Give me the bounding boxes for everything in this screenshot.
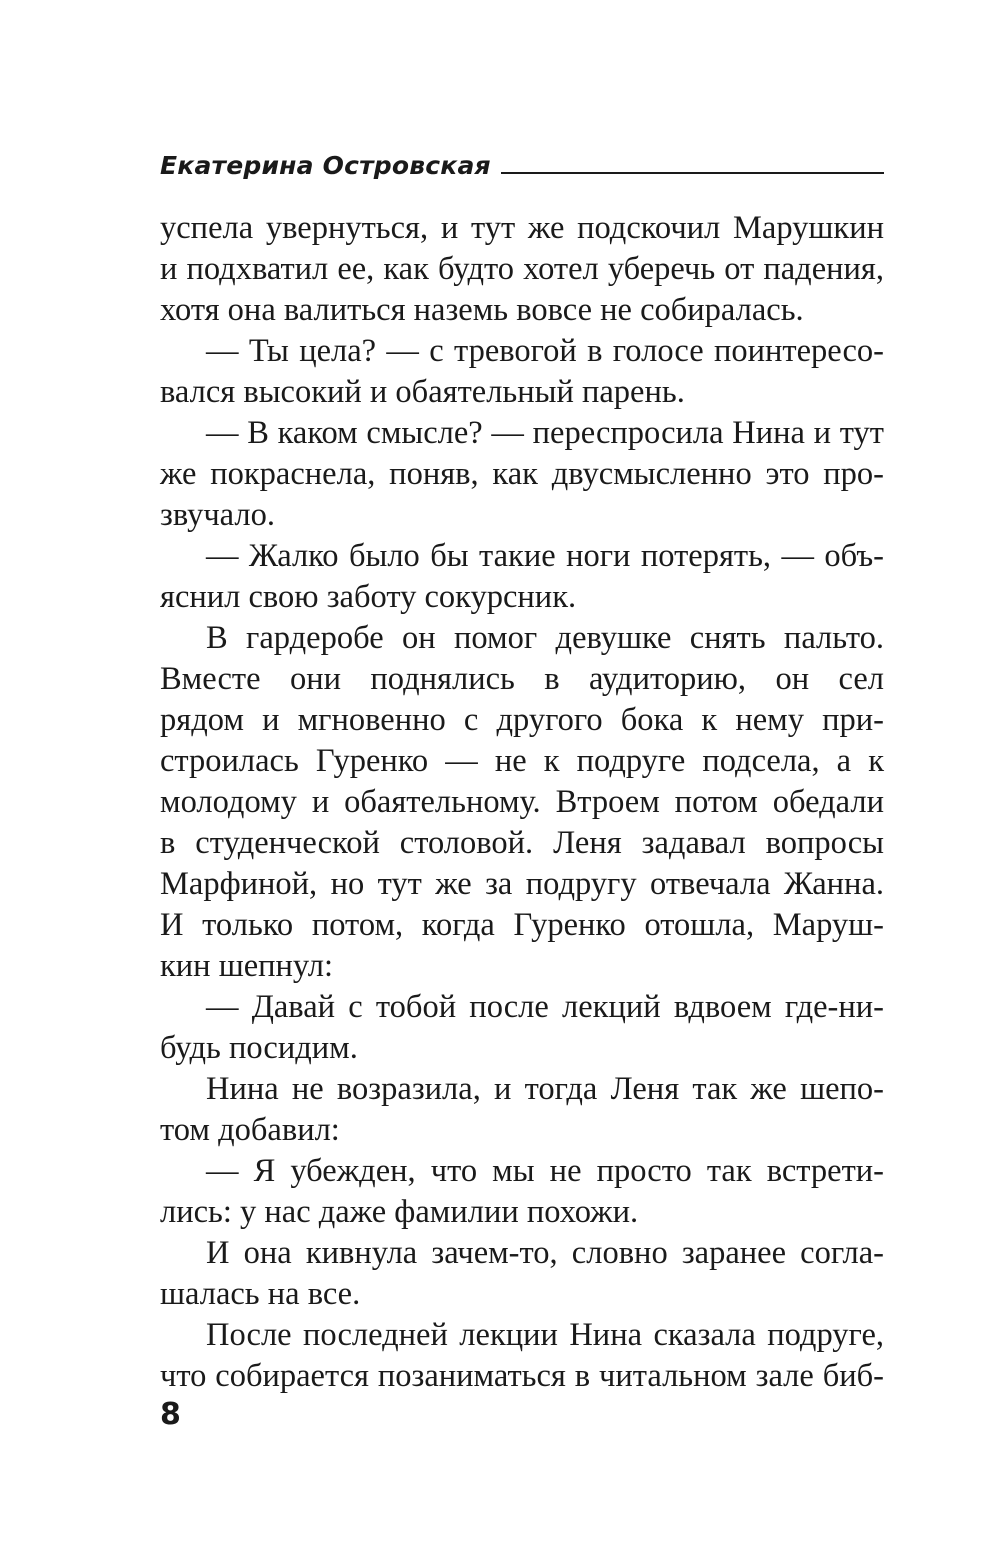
- text-line: строилась Гуренко — не к подруге подсела, а к: [160, 743, 884, 779]
- text-line: звучало.: [160, 497, 275, 533]
- text-line: кин шепнул:: [160, 948, 334, 984]
- text-line: лись: у нас даже фамилии похожи.: [160, 1194, 639, 1230]
- text-line: — Ты цела? — с тревогой в голосе поинтересо-: [206, 333, 884, 369]
- text-line: молодому и обаятельному. Втроем потом обедали: [160, 784, 884, 820]
- text-line: рядом и мгновенно с другого бока к нему при-: [160, 702, 884, 738]
- text-line: И она кивнула зачем-то, словно заранее согла-: [206, 1235, 884, 1271]
- body-text: [160, 208, 884, 1397]
- text-line: — Я убежден, что мы не просто так встрети-: [206, 1153, 884, 1189]
- author-name: Екатерина Островская: [160, 151, 491, 180]
- text-line: — Давай с тобой после лекций вдвоем где-ни-: [206, 989, 884, 1025]
- header-rule: [501, 172, 884, 174]
- text-line: В гардеробе он помог девушке снять пальто.: [206, 620, 884, 656]
- text-line: и подхватил ее, как будто хотел уберечь от падения,: [160, 251, 884, 287]
- text-line: что собирается позаниматься в читальном зале биб-: [160, 1358, 884, 1394]
- text-line: Вместе они поднялись в аудиторию, он сел: [160, 661, 884, 697]
- text-line: шалась на все.: [160, 1276, 361, 1312]
- text-line: в студенческой столовой. Леня задавал вопросы: [160, 825, 884, 861]
- text-line: будь посидим.: [160, 1030, 358, 1066]
- text-line: же покраснела, поняв, как двусмысленно это про-: [160, 456, 884, 492]
- text-line: яснил свою заботу сокурсник.: [160, 579, 577, 615]
- text-line: Марфиной, но тут же за подругу отвечала Жанна.: [160, 866, 884, 902]
- text-line: том добавил:: [160, 1112, 340, 1148]
- running-header: [160, 140, 884, 180]
- page-number: 8: [160, 1397, 181, 1432]
- text-line: вался высокий и обаятельный парень.: [160, 374, 685, 410]
- text-line: После последней лекции Нина сказала подруге,: [206, 1317, 884, 1353]
- text-line: — В каком смысле? — переспросила Нина и тут: [206, 415, 884, 451]
- text-line: хотя она валиться наземь вовсе не собиралась.: [160, 292, 804, 328]
- text-line: Нина не возразила, и тогда Леня так же шепо-: [206, 1071, 884, 1107]
- text-line: успела увернуться, и тут же подскочил Марушкин: [160, 210, 884, 246]
- text-line: И только потом, когда Гуренко отошла, Маруш-: [160, 907, 884, 943]
- text-line: — Жалко было бы такие ноги потерять, — объ-: [206, 538, 884, 574]
